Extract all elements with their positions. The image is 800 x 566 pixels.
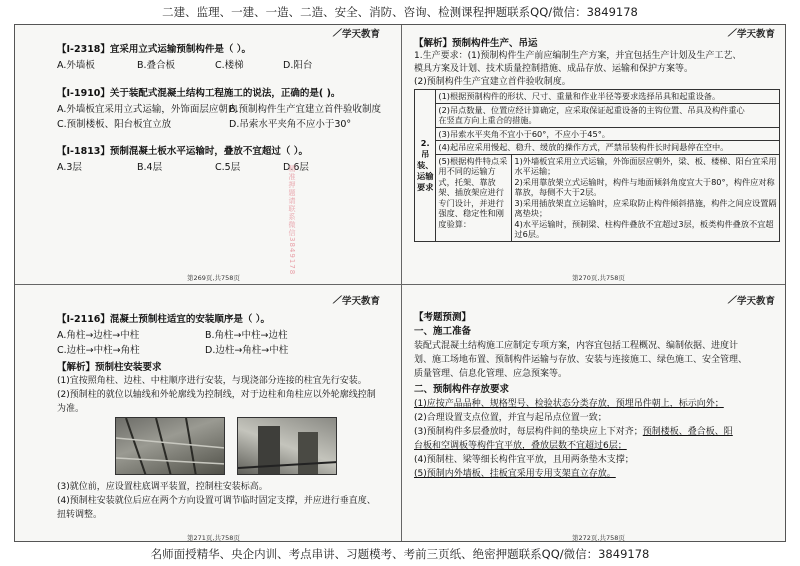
- column-install-photo: [237, 417, 337, 475]
- rebar-photo-icon: [116, 418, 225, 475]
- storage-item-3-text: (3)预制构件多层叠放时，每层构件间的垫块应上下对齐；: [414, 427, 643, 437]
- table-cell: (4)起吊应采用慢起、稳升、缓放的操作方式，严禁吊装构件长时间悬停在空中。: [436, 141, 780, 155]
- brand-mark-icon: ⟋: [333, 294, 340, 306]
- table-cell: (3)吊索水平夹角不宜小于60°，不应小于45°。: [436, 127, 780, 141]
- page-number: 第271页,共758页: [187, 534, 240, 542]
- option-c: C.预制楼板、阳台板宜立放: [57, 119, 172, 130]
- option-d: D.边柱→角柱→中柱: [205, 345, 289, 356]
- analysis-title: 【解析】预制柱安装要求: [57, 362, 162, 373]
- quadrant-bottom-right: [402, 285, 787, 543]
- option-d: D.阳台: [283, 60, 313, 71]
- storage-item-3: [414, 426, 733, 439]
- brand-logo: [728, 293, 775, 307]
- option-d: D.6层: [283, 162, 309, 173]
- prep-line-1: 装配式混凝土结构施工应制定专项方案，内容宜包括工程概况、编制依据、进度计: [414, 341, 739, 351]
- production-line-2: 模具方案及计划、技术质量控制措施、成品存放、运输和保护方案等。: [414, 64, 694, 74]
- production-line-3: (2)预制构件生产宜建立首件验收制度。: [414, 77, 571, 87]
- option-d: D.吊索水平夹角不应小于30°: [229, 119, 352, 130]
- analysis-title: 【解析】预制构件生产、吊运: [414, 38, 538, 49]
- brand-name: 学天教育: [737, 29, 776, 40]
- section-heading-2: 二、预制构件存放要求: [414, 384, 510, 395]
- option-b: B.4层: [137, 162, 163, 173]
- transport-method-cell: (5)根据构件特点采用不同的运输方式，托架、靠放架、插放架应进行专门设计，并进行强度、稳定性和刚度验算：: [436, 154, 512, 241]
- page-number: 第272页,共758页: [572, 534, 625, 542]
- section-heading-1: 一、施工准备: [414, 326, 472, 337]
- cell-line: 在竖直方向上重合的措施。: [438, 115, 537, 125]
- storage-item-3-continued: 台板和空调板等构件宜平放，叠放层数不宜超过6层；: [414, 441, 627, 451]
- storage-item-4: (4)预制柱、梁等细长构件宜平放，且用两条垫木支撑；: [414, 455, 634, 465]
- analysis-line-5: (4)预制柱安装就位后应在两个方向设置可调节临时固定支撑，并应进行垂直度、: [57, 496, 376, 506]
- brand-name: 学天教育: [342, 29, 381, 40]
- option-a: A.外墙板: [57, 60, 95, 71]
- page-number: 第270页,共758页: [572, 274, 625, 282]
- cell-line: (2)吊点数量、位置应经计算确定，应采取保证起重设备的主钩位置、吊具及构件重心: [438, 104, 745, 115]
- option-c: C.边柱→中柱→角柱: [57, 345, 140, 356]
- brand-logo: [333, 293, 380, 307]
- quadrant-top-right: [402, 25, 787, 284]
- option-a: A.外墙板宜采用立式运输，外饰面层应朝内: [57, 104, 238, 115]
- cell-line: 4)水平运输时，预制梁、柱构件叠放不宜超过3层，板类构件叠放不宜超过6层。: [514, 218, 774, 239]
- brand-mark-icon: ⟋: [333, 27, 340, 39]
- transport-details-cell: [512, 154, 780, 241]
- page-number: 第269页,共758页: [187, 274, 240, 282]
- lifting-requirements-table: [414, 89, 780, 242]
- table-row: [415, 141, 780, 155]
- question-2116: 【Ⅰ-2116】混凝土预制柱适宜的安装顺序是（ ）。: [57, 314, 270, 325]
- forecast-title: 【考题预测】: [414, 312, 472, 323]
- brand-mark-icon: ⟋: [728, 27, 735, 39]
- page-header: 二建、监理、一建、一造、二造、安全、消防、咨询、检测课程押题联系QQ/微信：3849178: [162, 5, 638, 19]
- scanned-sheet: [14, 24, 786, 542]
- storage-item-1: [414, 398, 724, 411]
- table-cell: [436, 103, 780, 127]
- storage-item-3-underlined: 预制楼板、叠合板、阳: [642, 427, 733, 437]
- analysis-line-4: (3)就位前，应设置柱底调平装置，控制柱安装标高。: [57, 482, 268, 492]
- storage-item-1-text: (1)应按产品品种、规格型号、检验状态分类存放，预埋吊件朝上，标示向外；: [414, 399, 724, 409]
- question-1813: 【Ⅰ-1813】预制混凝土板水平运输时，叠放不宜超过（ ）。: [57, 146, 308, 157]
- storage-item-2: (2)合理设置支点位置，并宜与起吊点位置一致；: [414, 413, 607, 423]
- question-1910: 【Ⅰ-1910】关于装配式混凝土结构工程施工的说法，正确的是( )。: [57, 88, 341, 99]
- page-footer: 名师面授精华、央企内训、考点串讲、习题模考、考前三页纸、绝密押题联系QQ/微信：3849178: [150, 547, 650, 561]
- watermark: 精准押题请联系微信3849178: [288, 165, 296, 276]
- cell-line: 3)采用插放架直立运输时，应采取防止构件倾斜措施，构件之间应设置隔离垫块；: [514, 197, 777, 218]
- cell-line: 2)采用靠放架立式运输时，构件与地面倾斜角度宜大于80°，构件应对称靠放，每侧不大于2层。: [514, 176, 775, 197]
- table-section-label: 2.吊装、运输要求: [415, 90, 436, 242]
- quadrant-bottom-left: [15, 285, 401, 543]
- question-2318: 【Ⅰ-2318】宜采用立式运输预制构件是（ ）。: [57, 44, 251, 55]
- production-line-1: 1.生产要求：(1)预制构件生产前应编制生产方案，并宜包括生产计划及生产工艺、: [414, 51, 742, 61]
- prep-line-2: 划、施工场地布置、预制构件运输与存放、安装与连接施工、绿色施工、安全管理、: [414, 355, 748, 365]
- table-row: [415, 154, 780, 241]
- analysis-line-1: (1)宜按照角柱、边柱、中柱顺序进行安装，与现浇部分连接的柱宜先行安装。: [57, 376, 367, 386]
- install-photo-icon: [238, 418, 337, 475]
- analysis-line-2: (2)预制柱的就位以轴线和外轮廓线为控制线，对于边柱和角柱应以外轮廓线控制: [57, 390, 376, 400]
- quadrant-top-left: [15, 25, 401, 284]
- table-row: [415, 127, 780, 141]
- storage-item-5-text: (5)预制内外墙板、挂板宜采用专用支架直立存放。: [414, 469, 616, 479]
- brand-mark-icon: ⟋: [728, 294, 735, 306]
- table-row: [415, 103, 780, 127]
- storage-item-5: [414, 468, 616, 481]
- prep-line-3: 质量管理、信息化管理、应急预案等。: [414, 369, 568, 379]
- brand-logo: [728, 26, 775, 40]
- option-a: A.角柱→边柱→中柱: [57, 330, 140, 341]
- option-b: B.角柱→中柱→边柱: [205, 330, 288, 341]
- cell-line: 1)外墙板宜采用立式运输，外饰面层应朝外，梁、板、楼梯、阳台宜采用水平运输；: [514, 155, 777, 176]
- option-a: A.3层: [57, 162, 82, 173]
- option-c: C.楼梯: [215, 60, 244, 71]
- brand-name: 学天教育: [342, 296, 381, 307]
- analysis-line-6: 扭转调整。: [57, 510, 103, 520]
- table-row: [415, 90, 780, 104]
- option-b: B.叠合板: [137, 60, 176, 71]
- brand-name: 学天教育: [737, 296, 776, 307]
- column-rebar-photo: [115, 417, 225, 475]
- option-b: B.预制构件生产宜建立首件验收制度: [229, 104, 382, 115]
- table-cell: (1)根据预制构件的形状、尺寸、重量和作业半径等要求选择吊具和起重设备。: [436, 90, 780, 104]
- option-c: C.5层: [215, 162, 241, 173]
- analysis-line-3: 为准。: [57, 404, 85, 414]
- brand-logo: [333, 26, 380, 40]
